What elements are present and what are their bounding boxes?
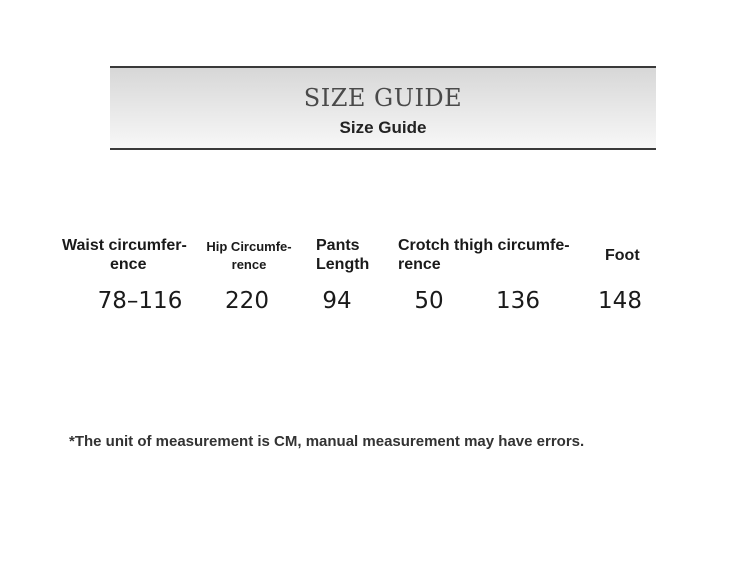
- header-waist-line2: ence: [110, 256, 147, 274]
- banner-title: SIZE GUIDE: [303, 84, 463, 112]
- value-hip: 220: [225, 288, 269, 314]
- banner-subtitle: Size Guide: [339, 118, 427, 137]
- header-waist-line1: Waist circumfer-: [62, 237, 187, 254]
- header-crotch-line2: rence: [398, 256, 441, 274]
- header-hip: [204, 239, 294, 272]
- header-crotch-thigh: [398, 236, 570, 274]
- header-pants: [316, 236, 369, 274]
- header-hip-line1: Hip Circumfe-: [206, 239, 292, 254]
- measurement-note: *The unit of measurement is CM, manual measurement may have errors.: [69, 433, 585, 450]
- value-pants: 94: [322, 288, 352, 314]
- header-waist: [62, 236, 187, 274]
- header-foot: Foot: [605, 247, 640, 264]
- header-pants-line2: Length: [316, 256, 370, 274]
- value-foot: 148: [598, 288, 642, 314]
- header-crotch-line1: Crotch thigh circumfe-: [398, 237, 570, 254]
- value-waist: 78–116: [97, 288, 183, 314]
- header-pants-line1: Pants: [316, 237, 360, 254]
- value-thigh: 136: [496, 288, 540, 314]
- header-hip-line2: rence: [231, 256, 267, 272]
- size-guide-banner: [110, 66, 656, 150]
- value-crotch: 50: [414, 288, 444, 314]
